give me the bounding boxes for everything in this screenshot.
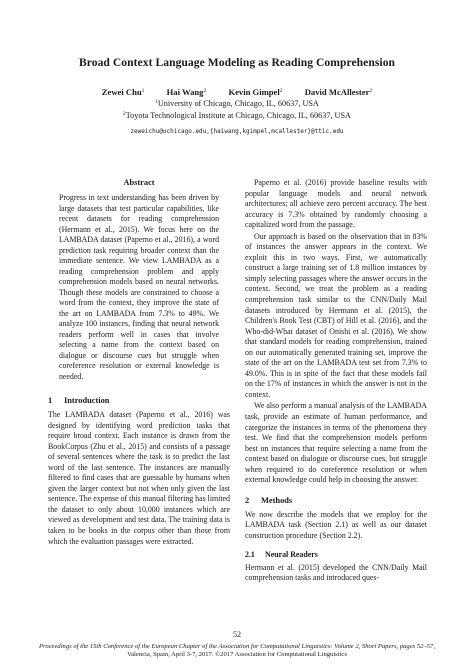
paper-title: Broad Context Language Modeling as Reading Comprehension — [78, 56, 396, 69]
right-column — [245, 178, 427, 584]
abstract-text: Progress in text understanding has been driven by large datasets that test particular capabilities, like recent datasets for reading comprehension (Hermann et al., 2015). We focus here on the LAMBADA dataset (Paperno et al., 2016), a word prediction task requiring broader context than the immediate sentence. We view LAMBADA as a reading comprehension problem and apply comprehension models based on neural networks. Though these models are constrained to choose a word from the context, they improve the state of the art on LAMBADA from 7.3% to 49%. We analyze 100 instances, finding that neural network readers perform well in cases that involve selecting a name from the context based on dialogue or discourse cues but struggle when coreference resolution or external knowledge is needed. — [59, 193, 219, 381]
paragraph: The LAMBADA dataset (Paperno et al., 2016) was designed by identifying word prediction tasks that require broad context. Each instance is drawn from the BookCorpus (Zhu et al., 2015) and consists of a passage of several sentences where the task is to predict the last word of the last sentence. The instances are manually filtered to find cases that are guessable by humans when given the larger context but not when only given the last sentence. The expense of this manual filtering has limited the dataset to only about 10,000 instances which are viewed as development and test data. The training data is taken to be books in the corpus other than those from which the evaluation passages were extracted. — [48, 410, 230, 546]
paragraph: We also perform a manual analysis of the LAMBADA task, provide an estimate of human performance, and categorize the instances in terms of the phenomena they test. We find that the comprehension models perform best on instances that require selecting a name from the context based on dialogue or discourse cues, but struggle when required to do coreference resolution or when external knowledge could help in choosing the answer. — [245, 401, 427, 485]
section-heading: 2 Methods — [245, 495, 293, 505]
author-emails: zeweichu@uchicago.edu,{haiwang,kgimpel,mcallester}@ttic.edu — [130, 128, 344, 135]
affiliation: $^1$University of Chicago, Chicago, IL, 60637, USA — [155, 99, 319, 108]
paragraph: Our approach is based on the observation that in 83% of instances the answer appears in the context. We exploit this in two ways. First, we automatically construct a large training set of 1.8 million instances by simply selecting passages where the answer occurs in the context. Second, we treat the problem as a reading comprehension task similar to the CNN/Daily Mail datasets introduced by Hermann et al. (2015), the Children's Book Test (CBT) of Hill et al. (2016), and the Who-did-What dataset of Onishi et al. (2016). We show that standard models for reading comprehension, trained on our automatically generated training set, improve the state of the art on the LAMBADA test set from 7.3% to 49.0%. This is in spite of the fact that these models fail on the 17% of instances in which the answer is not in the context. — [245, 231, 427, 399]
affiliation: $^2$Toyota Technological Institute at Chicago, Chicago, IL, 60637, USA — [123, 111, 351, 120]
subsection-heading: 2.1 Neural Readers — [245, 549, 318, 559]
paragraph: We now describe the models that we employ for the LAMBADA task (Section 2.1) as well as our dataset construction procedure (Section 2.2). — [245, 509, 427, 540]
page-number: 52 — [233, 630, 241, 639]
paragraph: Hermann et al. (2015) developed the CNN/Daily Mail comprehension tasks and introduced ques- — [245, 562, 427, 583]
paragraph: Paperno et al. (2016) provide baseline results with popular language models and neural network architectures; all achieve zero percent accuracy. The best accuracy is 7.3% obtained by randomly choosing a capitalized word from the passage. — [245, 178, 427, 230]
section-heading: 1 Introduction — [48, 396, 110, 405]
abstract-heading: Abstract — [123, 178, 155, 187]
author: Kevin Gimpel$^2$ — [228, 87, 283, 97]
author: Hai Wang$^2$ — [166, 87, 207, 97]
author: David McAllester$^2$ — [304, 87, 373, 97]
author-list — [0, 87, 474, 97]
author: Zewei Chu$^1$ — [101, 87, 145, 97]
proceedings-footer: Proceedings of the 15th Conference of the European Chapter of the Association for Computational Linguistics: Volume 2, Short Papers, pages 52–57, Valencia, Spain, April 3-7, 2017. ©2017 Association for Computational Linguistics — [38, 643, 436, 659]
left-column — [48, 178, 230, 547]
